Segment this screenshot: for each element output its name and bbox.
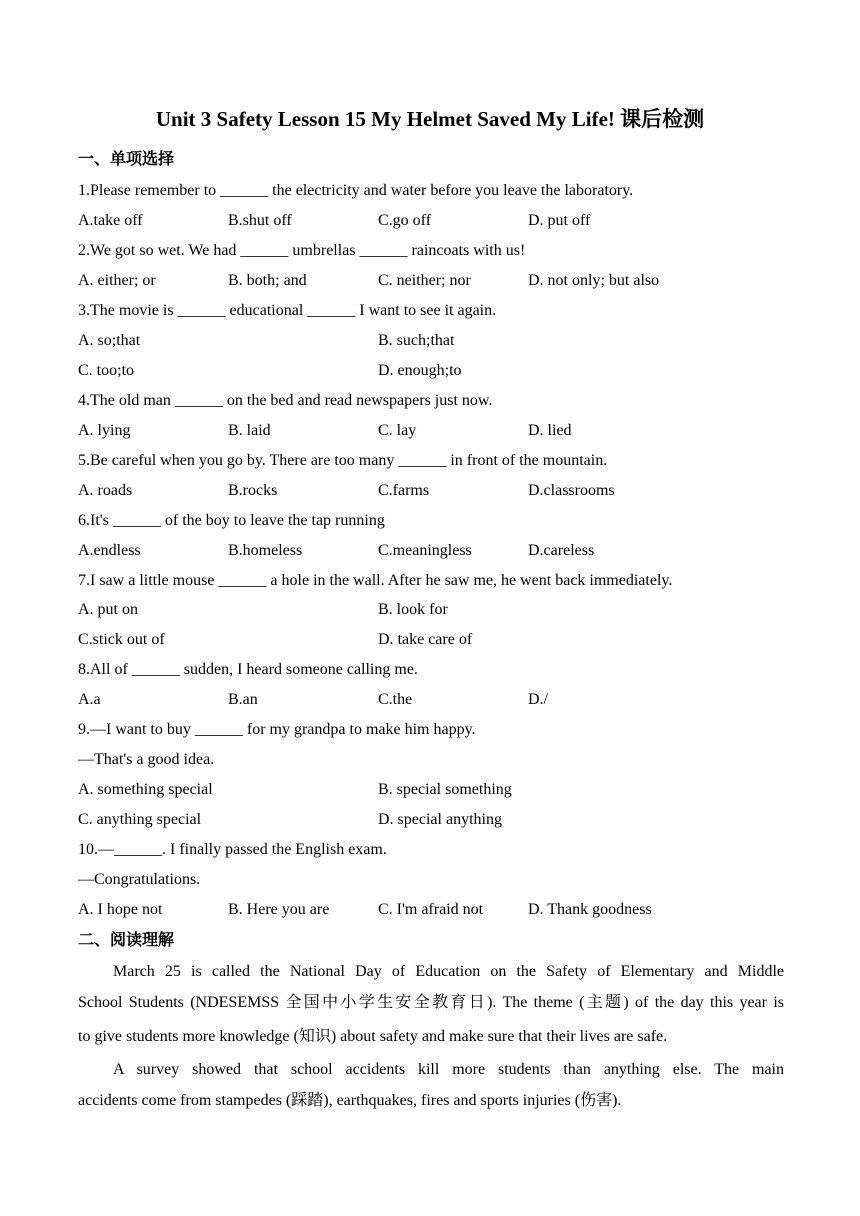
option-c: C.the xyxy=(378,691,413,708)
option-row xyxy=(78,900,798,920)
option-a: A.endless xyxy=(78,542,141,559)
option-a: A.a xyxy=(78,691,101,708)
option-b: B. Here you are xyxy=(228,901,330,918)
question-stem: 4.The old man ______ on the bed and read newspapers just now. xyxy=(78,392,493,409)
option-c: C. neither; nor xyxy=(378,272,471,289)
page-title: Unit 3 Safety Lesson 15 My Helmet Saved My Life! 课后检测 xyxy=(155,107,705,131)
question-stem: 9.—I want to buy ______ for my grandpa to make him happy. xyxy=(78,721,476,738)
dialogue-reply: —Congratulations. xyxy=(78,871,201,888)
passage-line: A survey showed that school accidents kill more students than anything else. The main xyxy=(113,1061,784,1078)
option-a: A. something special xyxy=(78,781,213,798)
option-a: A. I hope not xyxy=(78,901,163,918)
option-row xyxy=(78,481,798,501)
option-row xyxy=(78,810,798,830)
option-row xyxy=(78,271,798,291)
section-heading-reading: 二、阅读理解 xyxy=(78,930,175,949)
option-c: C.stick out of xyxy=(78,631,165,648)
option-d: D.careless xyxy=(528,542,595,559)
passage-line: School Students (NDESEMSS 全国中小学生安全教育日). The theme (主题) of the day this year is xyxy=(78,994,784,1011)
option-d: D. enough;to xyxy=(378,362,462,379)
question-stem: 3.The movie is ______ educational ______ I want to see it again. xyxy=(78,302,497,319)
section-heading-multiple-choice: 一、单项选择 xyxy=(78,149,175,168)
option-row xyxy=(78,421,798,441)
option-row xyxy=(78,600,798,620)
option-row xyxy=(78,780,798,800)
option-b: B.an xyxy=(228,691,258,708)
option-b: B. laid xyxy=(228,422,271,439)
option-c: C. anything special xyxy=(78,811,202,828)
option-row xyxy=(78,690,798,710)
option-c: C. I'm afraid not xyxy=(378,901,484,918)
option-c: C.meaningless xyxy=(378,542,472,559)
option-a: A. lying xyxy=(78,422,131,439)
question-stem: 8.All of ______ sudden, I heard someone calling me. xyxy=(78,661,418,678)
option-row xyxy=(78,211,798,231)
option-c: C. lay xyxy=(378,422,417,439)
question-stem: 1.Please remember to ______ the electricity and water before you leave the laboratory. xyxy=(78,182,634,199)
option-d: D. special anything xyxy=(378,811,502,828)
question-stem: 10.—______. I finally passed the English exam. xyxy=(78,841,387,858)
dialogue-reply: —That's a good idea. xyxy=(78,751,215,768)
option-b: B.homeless xyxy=(228,542,303,559)
option-row xyxy=(78,361,798,381)
option-row xyxy=(78,331,798,351)
option-row xyxy=(78,630,798,650)
question-stem: 2.We got so wet. We had ______ umbrellas ______ raincoats with us! xyxy=(78,242,526,259)
option-d: D.classrooms xyxy=(528,482,615,499)
passage-line: March 25 is called the National Day of Education on the Safety of Elementary and Middle xyxy=(113,963,784,980)
option-b: B.rocks xyxy=(228,482,278,499)
question-stem: 5.Be careful when you go by. There are too many ______ in front of the mountain. xyxy=(78,452,608,469)
option-d: D. lied xyxy=(528,422,572,439)
option-b: B.shut off xyxy=(228,212,292,229)
option-a: A. either; or xyxy=(78,272,156,289)
option-d: D. put off xyxy=(528,212,591,229)
question-stem: 6.It's ______ of the boy to leave the tap running xyxy=(78,512,385,529)
option-d: D./ xyxy=(528,691,548,708)
option-d: D. Thank goodness xyxy=(528,901,652,918)
passage-line: accidents come from stampedes (踩踏), earthquakes, fires and sports injuries (伤害). xyxy=(78,1092,622,1109)
option-b: B. both; and xyxy=(228,272,307,289)
option-c: C. too;to xyxy=(78,362,135,379)
option-c: C.go off xyxy=(378,212,432,229)
option-c: C.farms xyxy=(378,482,430,499)
passage-line: to give students more knowledge (知识) about safety and make sure that their lives are safe. xyxy=(78,1028,668,1045)
option-b: B. such;that xyxy=(378,332,455,349)
option-b: B. look for xyxy=(378,601,448,618)
option-d: D. not only; but also xyxy=(528,272,660,289)
option-a: A. put on xyxy=(78,601,138,618)
option-d: D. take care of xyxy=(378,631,473,648)
option-a: A. roads xyxy=(78,482,133,499)
question-stem: 7.I saw a little mouse ______ a hole in the wall. After he saw me, he went back immediately. xyxy=(78,572,673,589)
option-a: A.take off xyxy=(78,212,143,229)
option-row xyxy=(78,541,798,561)
option-b: B. special something xyxy=(378,781,512,798)
option-a: A. so;that xyxy=(78,332,141,349)
